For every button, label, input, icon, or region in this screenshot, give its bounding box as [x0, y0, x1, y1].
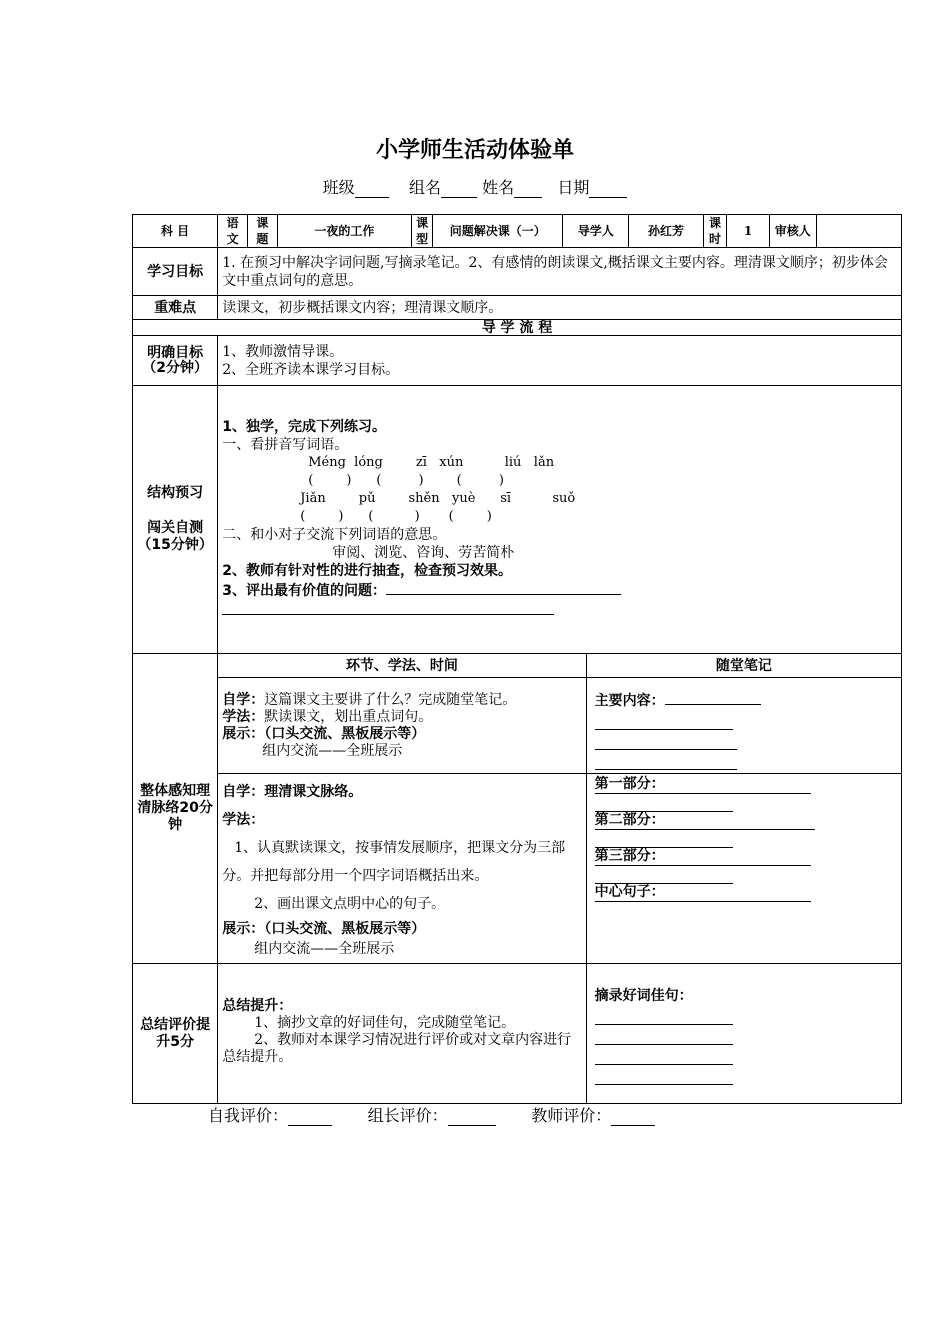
- summary-label: 总结评价提升5分: [133, 964, 218, 1104]
- teacher-value: 孙红芳: [629, 215, 704, 248]
- note-line[interactable]: [595, 710, 733, 730]
- part-3-label[interactable]: 第三部分：: [595, 848, 811, 866]
- summary-content: [218, 964, 586, 1104]
- info-row: [133, 215, 902, 248]
- goals-text: 1. 在预习中解决字词问题,写摘录笔记。2、有感情的朗读课文,概括课文主要内容。理清课文顺序；初步体会文中重点词句的意思。: [218, 248, 902, 296]
- evaluation-footer: [208, 1103, 655, 1126]
- key-points-text: 读课文，初步概括课文内容；理清课文顺序。: [218, 296, 902, 320]
- right-header: 随堂笔记: [586, 654, 901, 678]
- goals-label: 学习目标: [133, 248, 218, 296]
- note-line[interactable]: [595, 794, 733, 812]
- subject-label: 科 目: [133, 215, 218, 248]
- paren-row-2[interactable]: ( ) ( ) ( ): [300, 509, 492, 524]
- main-content-label: 主要内容：: [594, 693, 665, 709]
- page-title: 小学师生活动体验单: [375, 138, 574, 163]
- overall-block-2: [133, 774, 902, 964]
- part-1-label[interactable]: 第一部分：: [595, 776, 811, 794]
- name-blank[interactable]: [514, 181, 542, 198]
- paren-row-1[interactable]: ( ) ( ) ( ): [308, 473, 504, 488]
- method-label: 学法：: [222, 708, 265, 725]
- self-study-text: 这篇课文主要讲了什么？完成随堂笔记。: [264, 691, 517, 708]
- objective-line-2: 2、全班齐读本课学习目标。: [222, 361, 400, 378]
- date-blank[interactable]: [589, 181, 627, 198]
- block-1-content: [218, 678, 586, 774]
- task-1: 1、独学，完成下列练习。: [222, 419, 386, 435]
- note-line[interactable]: [595, 1065, 733, 1085]
- note-line[interactable]: [595, 750, 737, 770]
- show-detail-2: 组内交流——全班展示: [254, 941, 395, 957]
- step-2: 2、画出课文点明中心的句子。: [254, 896, 446, 912]
- name-label: 姓名: [482, 178, 515, 197]
- objective-label: 明确目标（2分钟）: [133, 336, 218, 386]
- word-list: 审阅、浏览、咨询、劳苦简朴: [332, 545, 515, 561]
- left-header: 环节、学法、时间: [218, 654, 586, 678]
- lesson-label: 课题: [248, 215, 278, 248]
- task-3-blank-2[interactable]: [222, 600, 554, 615]
- preview-label-b: 闯关自测（15分钟）: [137, 520, 213, 553]
- key-points-label: 重难点: [133, 296, 218, 320]
- objective-line-1: 1、教师激情导课。: [222, 343, 344, 360]
- note-line[interactable]: [595, 1025, 733, 1045]
- activity-table: [132, 214, 902, 1104]
- step-1: 1、认真默读课文，按事情发展顺序，把课文分为三部分。并把每部分用一个四字词语概括出来。: [222, 840, 566, 884]
- flow-header: 导 学 流 程: [133, 320, 902, 336]
- objective-row: [133, 336, 902, 386]
- header-fields: [0, 175, 950, 198]
- main-content-blank[interactable]: [665, 690, 761, 705]
- class-label: 班级: [322, 178, 355, 197]
- summary-notes: [586, 964, 901, 1104]
- preview-label-a: 结构预习: [147, 485, 204, 501]
- flow-header-row: [133, 320, 902, 336]
- sub-task-1: 一、看拼音写词语。: [222, 437, 349, 453]
- notes-1: [586, 678, 901, 774]
- note-line[interactable]: [595, 1045, 733, 1065]
- type-value: 问题解决课（一）: [433, 215, 563, 248]
- preview-content: [218, 386, 902, 654]
- show-detail: 组内交流——全班展示: [262, 742, 403, 759]
- method-label-2: 学法：: [222, 812, 265, 828]
- hours-value: 1: [727, 215, 770, 248]
- pinyin-row-1: Méng lóng zī xún liú lǎn: [308, 455, 555, 470]
- center-sentence-label[interactable]: 中心句子：: [595, 884, 811, 902]
- overall-block-1: [133, 678, 902, 774]
- summary-heading: 总结提升：: [222, 998, 293, 1014]
- lesson-value: 一夜的工作: [277, 215, 411, 248]
- part-2-label[interactable]: 第二部分：: [595, 812, 815, 830]
- task-3-label: 3、评出最有价值的问题：: [222, 583, 386, 599]
- reviewer-value[interactable]: [816, 215, 901, 248]
- self-study-label: 自学：: [222, 691, 265, 708]
- note-line[interactable]: [595, 866, 733, 884]
- notes-2: [586, 774, 901, 964]
- leader-eval-blank[interactable]: [448, 1109, 496, 1126]
- objective-content: [218, 336, 902, 386]
- preview-label: [133, 386, 218, 654]
- self-eval-label: 自我评价：: [208, 1106, 289, 1125]
- task-2: 2、教师有针对性的进行抽查，检查预习效果。: [222, 563, 512, 579]
- preview-row: [133, 386, 902, 654]
- task-3-blank[interactable]: [386, 580, 621, 595]
- date-label: 日期: [557, 178, 590, 197]
- summary-line-1: 1、摘抄文章的好词佳句，完成随堂笔记。: [254, 1015, 516, 1031]
- group-blank[interactable]: [441, 181, 477, 198]
- teacher-label: 导学人: [563, 215, 629, 248]
- note-line[interactable]: [595, 730, 737, 750]
- show-label: 展示：（口头交流、黑板展示等）: [222, 725, 426, 742]
- key-points-row: [133, 296, 902, 320]
- section-header-row: [133, 654, 902, 678]
- leader-eval-label: 组长评价：: [367, 1106, 448, 1125]
- subject-value: 语文: [218, 215, 248, 248]
- phrases-label: 摘录好词佳句：: [594, 988, 693, 1004]
- group-label: 组名: [408, 178, 441, 197]
- sub-task-2: 二、和小对子交流下列词语的意思。: [222, 527, 447, 543]
- teacher-eval-blank[interactable]: [611, 1109, 655, 1126]
- block-2-content: [218, 774, 586, 964]
- task-3: [222, 580, 897, 600]
- goals-row: [133, 248, 902, 296]
- summary-row: [133, 964, 902, 1104]
- note-line[interactable]: [595, 830, 733, 848]
- reviewer-label: 审核人: [769, 215, 816, 248]
- self-study-2: 自学：理清课文脉络。: [222, 784, 363, 800]
- self-eval-blank[interactable]: [288, 1109, 332, 1126]
- summary-line-2: 2、教师对本课学习情况进行评价或对文章内容进行总结提升。: [222, 1032, 572, 1065]
- note-line[interactable]: [595, 1005, 733, 1025]
- overall-label: 整体感知理清脉络20分钟: [133, 654, 218, 964]
- hours-label: 课时: [703, 215, 726, 248]
- teacher-eval-label: 教师评价：: [531, 1106, 612, 1125]
- pinyin-row-2: Jiǎn pǔ shěn yuè sī suǒ: [300, 491, 576, 506]
- type-label: 课型: [412, 215, 433, 248]
- class-blank[interactable]: [355, 181, 389, 198]
- show-label-2: 展示：（口头交流、黑板展示等）: [222, 921, 426, 937]
- method-text: 默读课文，划出重点词句。: [264, 708, 433, 725]
